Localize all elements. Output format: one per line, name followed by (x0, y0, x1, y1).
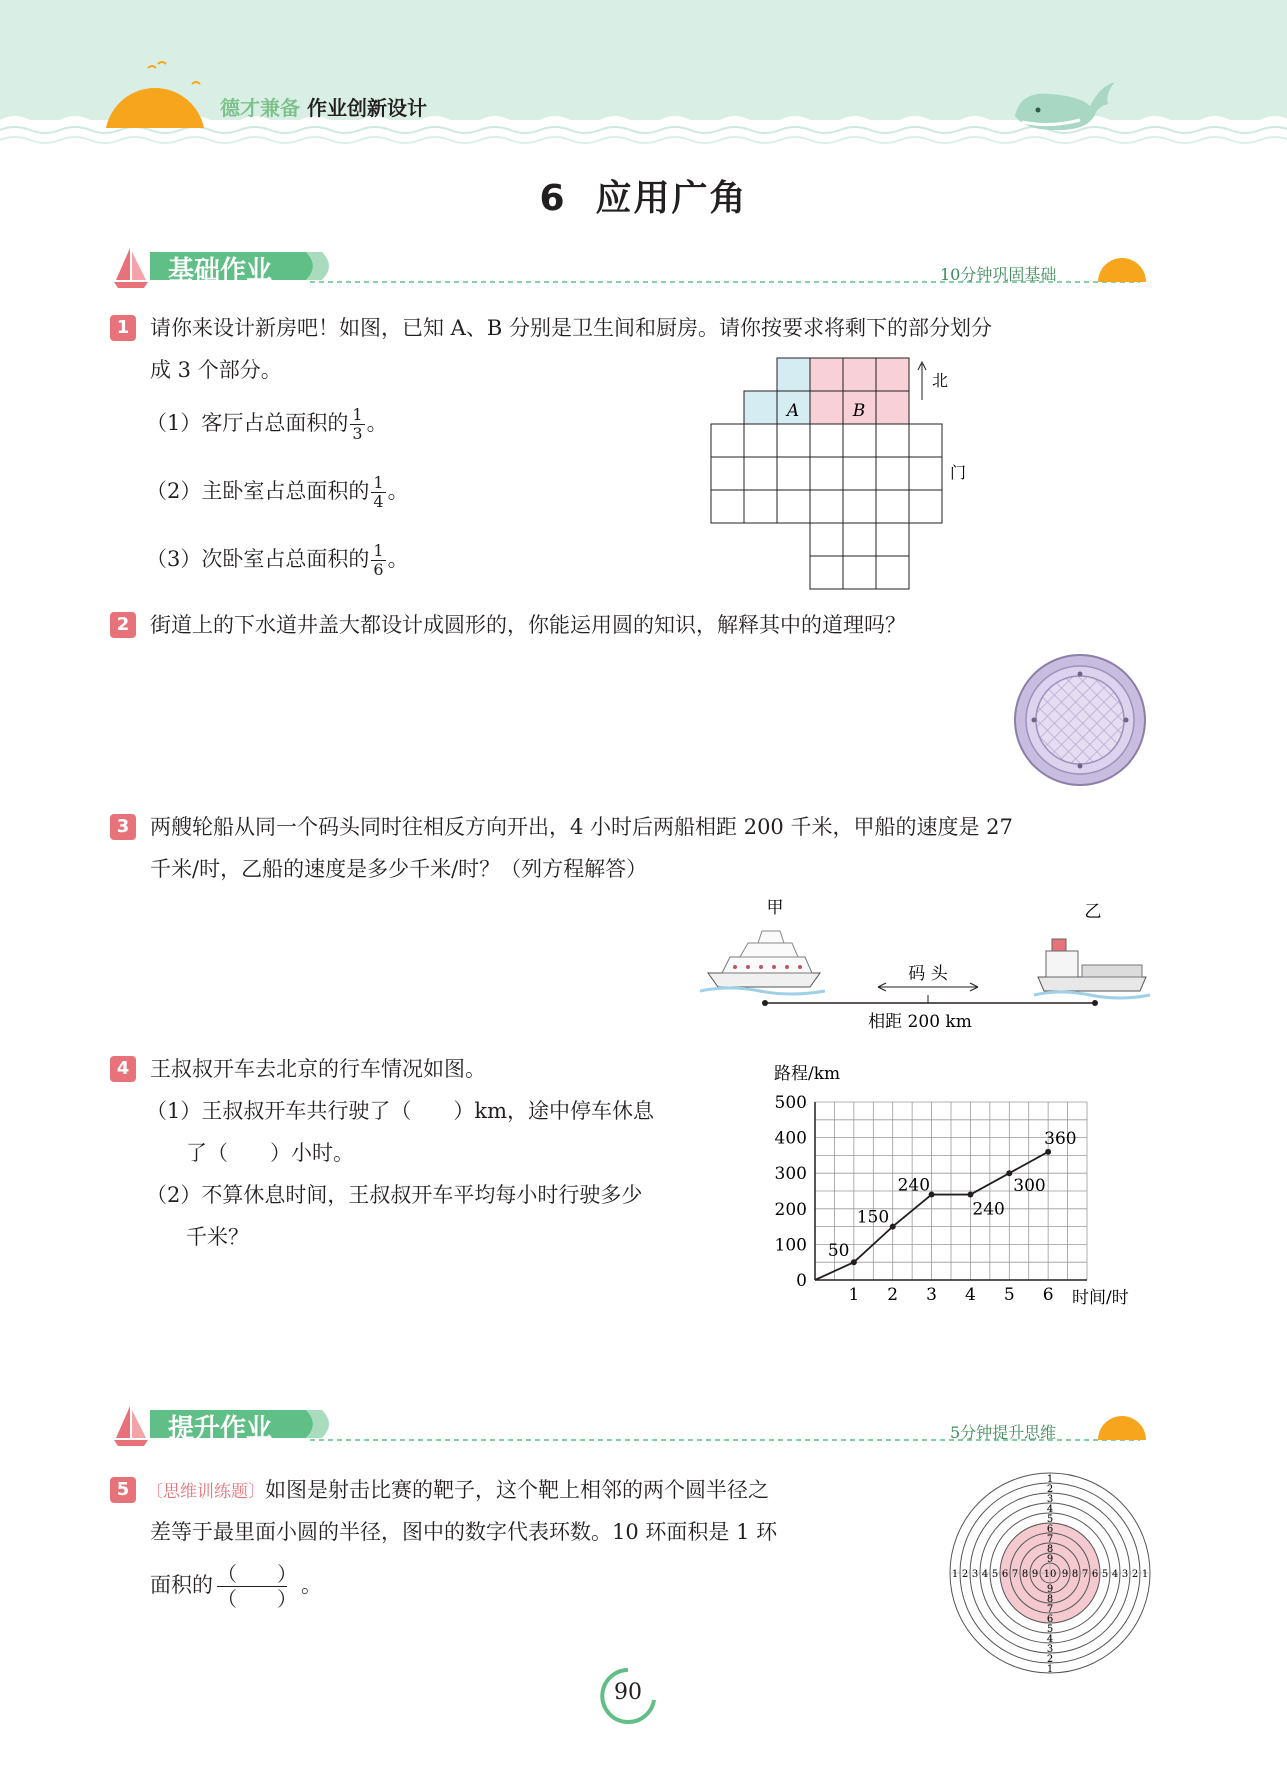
ring-number: 9 (1061, 1569, 1069, 1580)
q4-sub2-line1: （2）不算休息时间，王叔叔开车平均每小时行驶多少 (146, 1183, 643, 1207)
ring-number: 8 (1021, 1569, 1029, 1580)
brand-title (220, 92, 427, 121)
floor-plan-grid (700, 350, 980, 590)
section-advanced-note: 5分钟提升思维 (950, 1423, 1057, 1442)
q1-line1: 请你来设计新房吧！如图，已知 A、B 分别是卫生间和厨房。请你按要求将剩下的部分划分 (150, 316, 992, 340)
q1-item-1-fraction (350, 406, 364, 443)
q5-line2: 差等于最里面小圆的半径，图中的数字代表环数。10 环面积是 1 环 (150, 1520, 778, 1544)
data-point (851, 1259, 857, 1265)
label-a: A (786, 401, 800, 421)
ring-number: 4 (1111, 1569, 1119, 1580)
ring-number: 3 (1046, 1644, 1054, 1655)
label-b: B (852, 401, 866, 421)
q4-sub1-line2: 了（ ）小时。 (186, 1141, 354, 1165)
x-tick-label: 4 (965, 1285, 976, 1305)
ring-number: 3 (971, 1569, 979, 1580)
x-tick-label: 3 (926, 1285, 937, 1305)
ring-number: 2 (1131, 1569, 1139, 1580)
ring-number: 2 (1046, 1484, 1054, 1495)
data-point (1045, 1149, 1051, 1155)
question-number: 3 (110, 814, 136, 840)
chart-xlabel: 时间/时 (1072, 1288, 1129, 1308)
numerator: 1 (373, 541, 384, 560)
ring-number: 4 (981, 1569, 989, 1580)
sun-icon (100, 60, 210, 130)
ring-number: 8 (1071, 1569, 1079, 1580)
section-basic-note: 10分钟巩固基础 (940, 265, 1057, 284)
q1-item-1-prefix: （1）客厅占总面积的 (146, 411, 349, 435)
brand-dark: 作业创新设计 (306, 96, 427, 120)
y-tick-label: 100 (774, 1235, 807, 1256)
y-tick-label: 0 (796, 1271, 807, 1291)
q1-item-3 (146, 538, 409, 580)
ring-number: 4 (1046, 1634, 1054, 1645)
data-point (967, 1192, 973, 1198)
denominator: 3 (352, 424, 363, 443)
answer-fraction-blank[interactable] (217, 1562, 297, 1611)
data-point (890, 1224, 896, 1230)
ship-a-icon (700, 931, 825, 994)
q5-line3 (150, 1562, 322, 1611)
ring-number: 1 (1046, 1474, 1054, 1485)
x-tick-label: 6 (1042, 1285, 1054, 1305)
blank-denominator[interactable]: （ ） (217, 1587, 297, 1611)
distance-time-chart (760, 1055, 1160, 1315)
q1-item-1 (146, 402, 388, 444)
dock-label: 码 头 (908, 964, 948, 984)
numerator: 1 (352, 405, 363, 424)
ring-number: 6 (1046, 1614, 1054, 1625)
ring-number-center: 10 (1043, 1569, 1057, 1580)
data-label: 240 (897, 1175, 931, 1196)
question-number: 5 (110, 1477, 136, 1503)
ring-number: 3 (1046, 1494, 1054, 1505)
q3-line1: 两艘轮船从同一个码头同时往相反方向开出，4 小时后两船相距 200 千米，甲船的速度是 27 (150, 815, 1013, 839)
q5-line3-suffix: 。 (301, 1573, 322, 1597)
ring-number: 9 (1046, 1554, 1054, 1565)
data-label: 240 (972, 1199, 1005, 1220)
data-label: 50 (827, 1241, 850, 1262)
x-tick-label: 2 (887, 1285, 899, 1305)
ring-number: 6 (1001, 1569, 1009, 1580)
page-title: 6 应用广角 (539, 178, 748, 219)
q1-item-3-prefix: （3）次卧室占总面积的 (146, 547, 370, 571)
ring-number: 3 (1121, 1569, 1129, 1580)
x-tick-label: 5 (1003, 1285, 1015, 1305)
ship-b-icon (1034, 939, 1150, 998)
q4-sub1-line1: （1）王叔叔开车共行驶了（ ）km，途中停车休息 (146, 1099, 654, 1123)
ring-number: 1 (951, 1569, 959, 1580)
y-tick-label: 200 (774, 1199, 807, 1220)
q5-line1-text: 如图是射击比赛的靶子，这个靶上相邻的两个圆半径之 (265, 1478, 769, 1502)
ships-diagram (700, 895, 1150, 1035)
q1-item-3-suffix: 。 (387, 547, 409, 571)
y-tick-label: 500 (774, 1093, 807, 1113)
label-door: 门 (950, 463, 967, 482)
q2-text: 街道上的下水道井盖大都设计成圆形的，你能运用圆的知识，解释其中的道理吗？ (150, 613, 906, 637)
y-tick-label: 400 (774, 1128, 807, 1149)
label-north: 北 (932, 371, 949, 390)
ring-number: 7 (1081, 1569, 1089, 1580)
ring-number: 7 (1046, 1604, 1054, 1615)
q5-line1 (146, 1469, 769, 1513)
q3-line2: 千米/时，乙船的速度是多少千米/时？（列方程解答） (150, 857, 648, 881)
ring-number: 5 (1101, 1569, 1109, 1580)
section-basic-label: 基础作业 (168, 256, 273, 286)
data-label: 300 (1013, 1176, 1046, 1197)
section-advanced-label: 提升作业 (168, 1414, 273, 1444)
ring-number: 1 (1141, 1569, 1149, 1580)
blank-numerator[interactable]: （ ） (217, 1562, 297, 1586)
ring-number: 9 (1046, 1584, 1054, 1595)
ring-number: 6 (1046, 1524, 1054, 1535)
q1-item-2-prefix: （2）主卧室占总面积的 (146, 479, 370, 503)
ring-number: 5 (1046, 1514, 1054, 1525)
q1-item-1-suffix: 。 (366, 411, 388, 435)
ring-number: 8 (1046, 1594, 1054, 1605)
whale-icon (1010, 76, 1120, 136)
question-number: 1 (110, 315, 136, 341)
q4-sub2-line2: 千米？ (186, 1225, 249, 1249)
data-label: 360 (1044, 1128, 1077, 1149)
q1-item-3-fraction (371, 542, 385, 579)
ring-number: 1 (1046, 1664, 1054, 1675)
distance-label: 相距 200 km (868, 1012, 972, 1032)
q1-item-2-suffix: 。 (387, 479, 409, 503)
ring-number: 8 (1046, 1544, 1054, 1555)
ring-number: 7 (1046, 1534, 1054, 1545)
q5-tag: 〔思维训练题〕 (146, 1482, 265, 1502)
shooting-target (945, 1468, 1155, 1678)
q1-line2: 成 3 个部分。 (150, 358, 282, 382)
ring-number: 5 (1046, 1624, 1054, 1635)
question-number: 2 (110, 612, 136, 638)
numerator: 1 (373, 473, 384, 492)
manhole-cover-image (1012, 652, 1148, 788)
ring-number: 6 (1091, 1569, 1099, 1580)
q5-line3-prefix: 面积的 (150, 1573, 213, 1597)
ship-a-label: 甲 (766, 898, 784, 918)
chart-ylabel: 路程/km (774, 1064, 841, 1084)
x-tick-label: 1 (848, 1285, 860, 1305)
question-number: 4 (110, 1056, 136, 1082)
ring-number: 2 (1046, 1654, 1054, 1665)
q1-item-2-fraction (371, 474, 385, 511)
ring-number: 4 (1046, 1504, 1054, 1515)
ring-number: 5 (991, 1569, 999, 1580)
q4-text: 王叔叔开车去北京的行车情况如图。 (150, 1057, 486, 1081)
denominator: 6 (373, 560, 384, 579)
data-label: 150 (856, 1207, 890, 1228)
y-tick-label: 300 (774, 1164, 807, 1185)
data-point (1006, 1170, 1012, 1176)
ring-number: 2 (961, 1569, 969, 1580)
ring-number: 7 (1011, 1569, 1019, 1580)
ship-b-label: 乙 (1084, 902, 1102, 922)
brand-green: 德才兼备 (220, 96, 300, 120)
page-number: 90 (614, 1680, 642, 1705)
q1-item-2 (146, 470, 409, 512)
ring-number: 9 (1031, 1569, 1039, 1580)
denominator: 4 (373, 492, 384, 511)
